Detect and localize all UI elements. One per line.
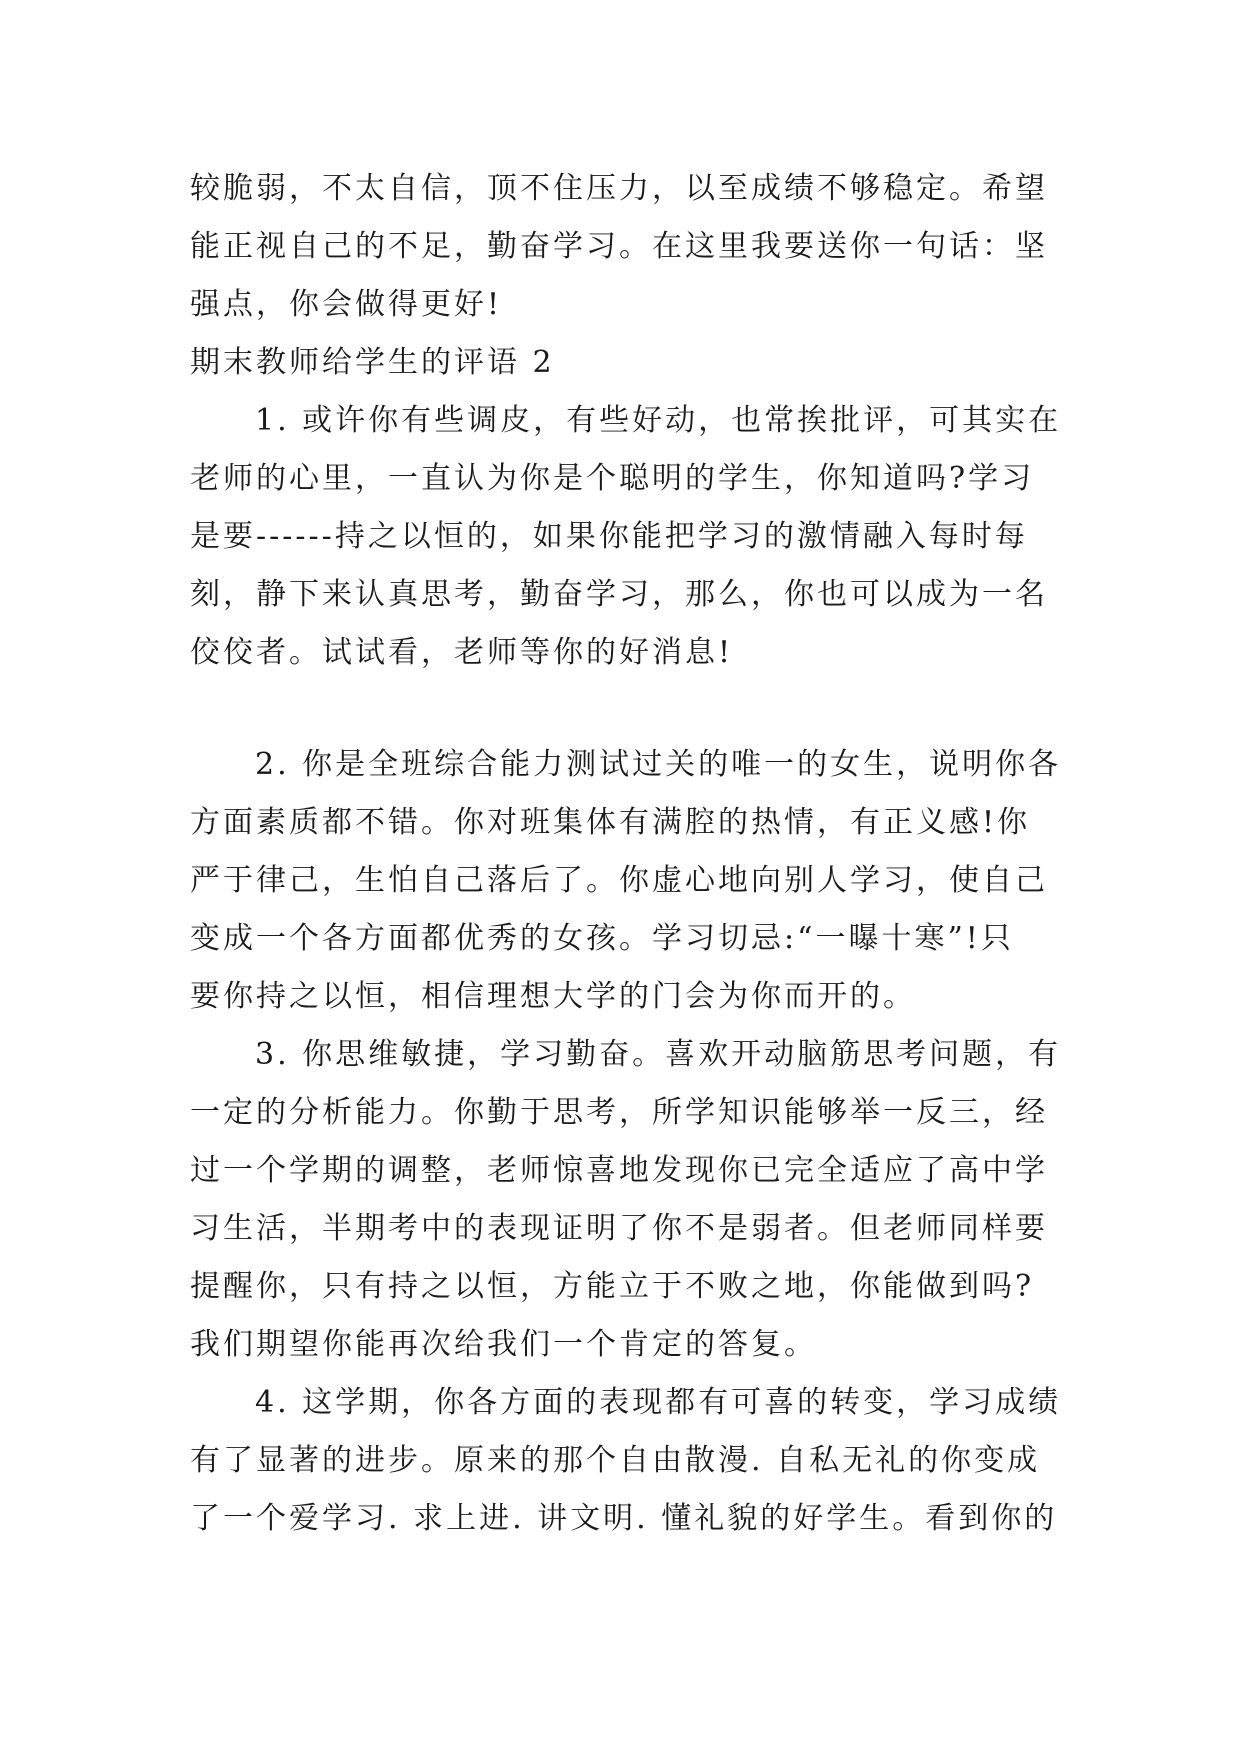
comment-3-line: 提醒你，只有持之以恒，方能立于不败之地，你能做到吗? <box>190 1269 1035 1304</box>
comment-2-line: 要你持之以恒，相信理想大学的门会为你而开的。 <box>190 979 916 1014</box>
comment-1-line: 1. 或许你有些调皮，有些好动，也常挨批评，可其实在 <box>255 403 1062 438</box>
comment-3-line: 我们期望你能再次给我们一个肯定的答复。 <box>190 1327 817 1362</box>
comment-3-line: 习生活，半期考中的表现证明了你不是弱者。但老师同样要 <box>190 1211 1048 1246</box>
comment-3-line: 3. 你思维敏捷，学习勤奋。喜欢开动脑筋思考问题，有 <box>255 1037 1062 1072</box>
comment-2-line: 方面素质都不错。你对班集体有满腔的热情，有正义感!你 <box>190 805 1031 840</box>
comment-1-line: 是要------持之以恒的，如果你能把学习的激情融入每时每 <box>190 519 1028 554</box>
paragraph-line: 能正视自己的不足，勤奋学习。在这里我要送你一句话：坚 <box>190 229 1048 264</box>
comment-4-line: 4. 这学期，你各方面的表现都有可喜的转变，学习成绩 <box>255 1385 1062 1420</box>
section-heading: 期末教师给学生的评语 2 <box>190 345 555 380</box>
comment-2-line: 变成一个各方面都优秀的女孩。学习切忌:“一曝十寒”!只 <box>190 921 1014 956</box>
comment-1-line: 佼佼者。试试看，老师等你的好消息! <box>190 635 734 670</box>
comment-2-line: 严于律己，生怕自己落后了。你虚心地向别人学习，使自己 <box>190 863 1048 898</box>
paragraph-line: 强点，你会做得更好! <box>190 287 503 322</box>
paragraph-line: 较脆弱，不太自信，顶不住压力，以至成绩不够稳定。希望 <box>190 171 1048 206</box>
comment-3-line: 过一个学期的调整，老师惊喜地发现你已完全适应了高中学 <box>190 1153 1048 1188</box>
comment-1-line: 老师的心里，一直认为你是个聪明的学生，你知道吗?学习 <box>190 461 1035 496</box>
comment-4-line: 了一个爱学习. 求上进. 讲文明. 懂礼貌的好学生。看到你的 <box>190 1501 1058 1536</box>
comment-3-line: 一定的分析能力。你勤于思考，所学知识能够举一反三，经 <box>190 1095 1048 1130</box>
comment-4-line: 有了显著的进步。原来的那个自由散漫. 自私无礼的你变成 <box>190 1443 1041 1478</box>
comment-2-line: 2. 你是全班综合能力测试过关的唯一的女生，说明你各 <box>255 747 1062 782</box>
comment-1-line: 刻，静下来认真思考，勤奋学习，那么，你也可以成为一名 <box>190 577 1048 612</box>
